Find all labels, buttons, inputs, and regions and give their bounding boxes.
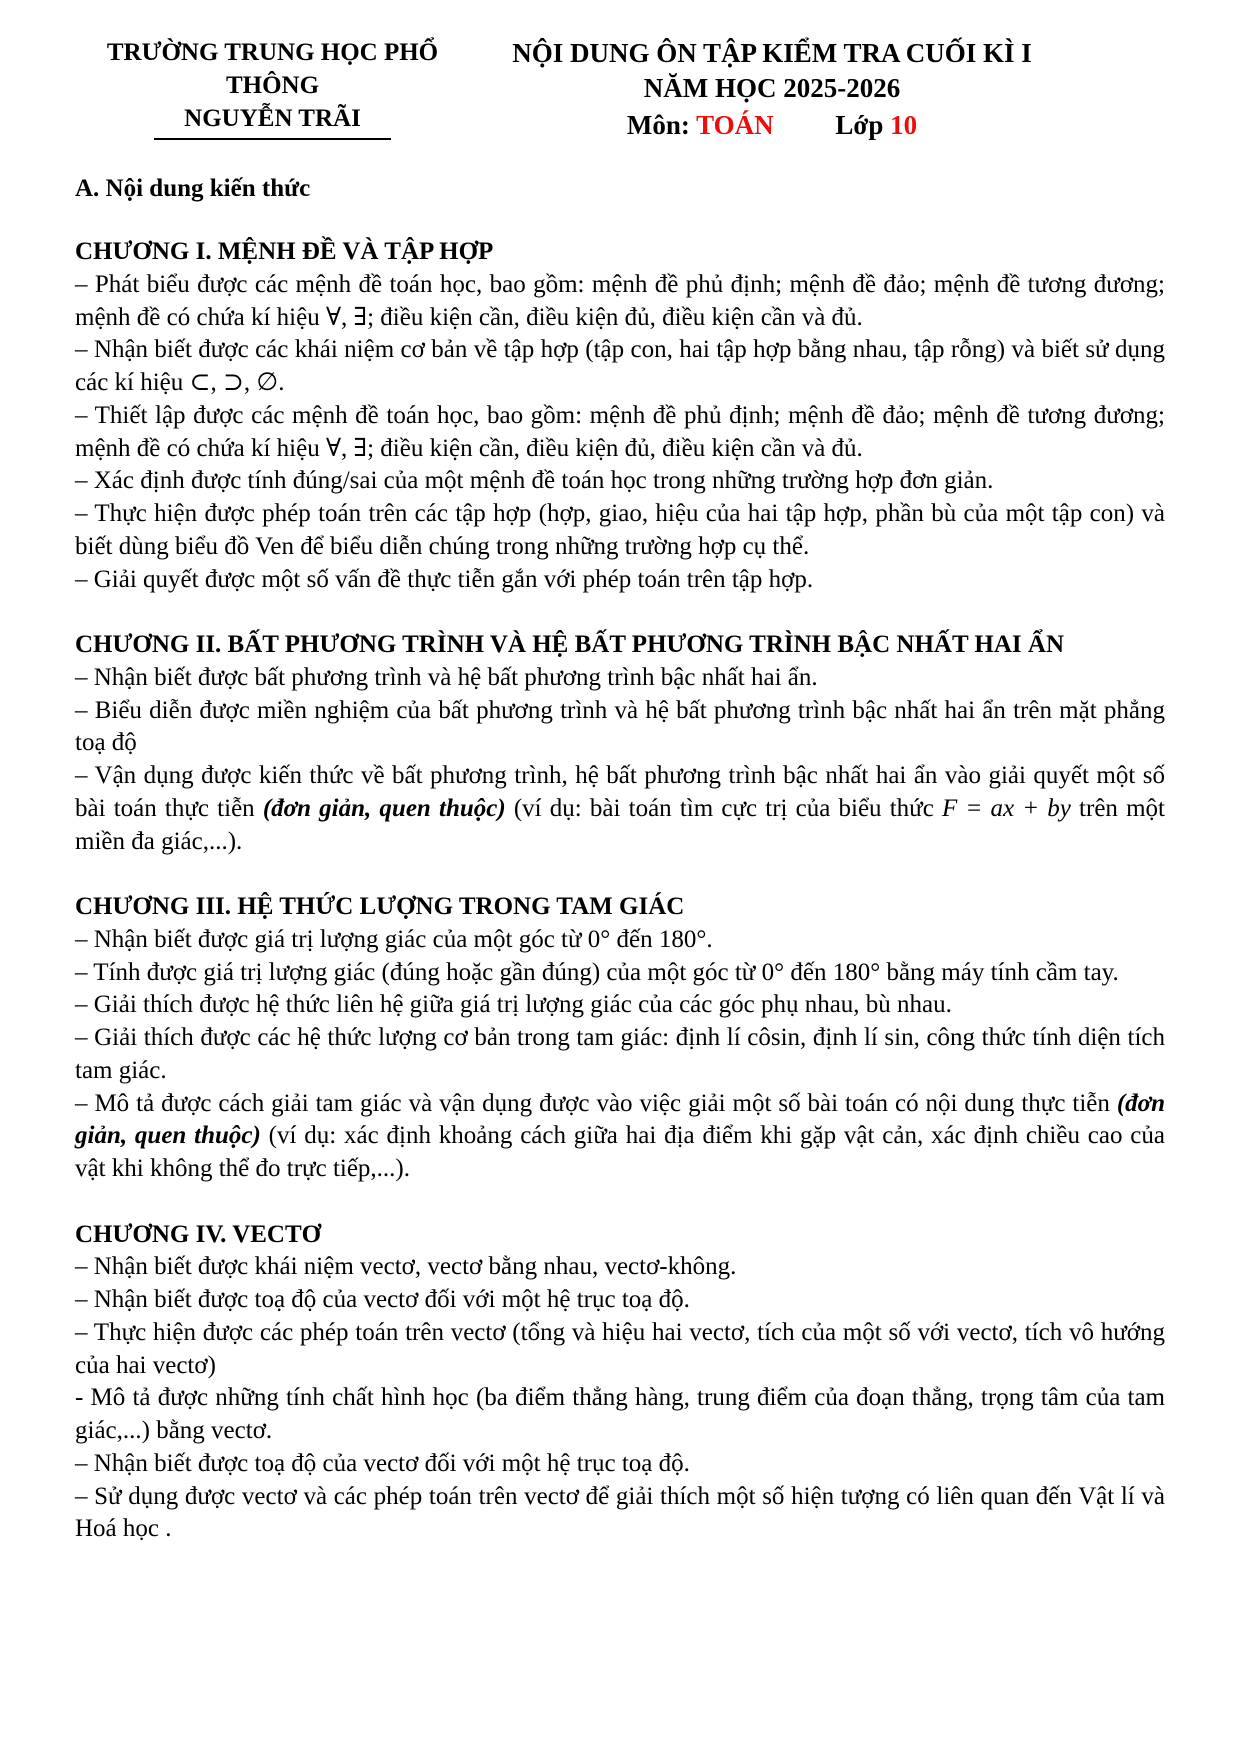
document-header bbox=[75, 36, 1165, 143]
school-name-line2: NGUYỄN TRÃI bbox=[154, 102, 391, 140]
text-segment: – Biểu diễn được miền nghiệm của bất phương trình và hệ bất phương trình bậc nhất hai ẩn trên mặt phẳng toạ độ bbox=[75, 696, 1165, 757]
chapter-section bbox=[75, 629, 1165, 858]
bullet-line bbox=[75, 400, 1165, 466]
bullet-line bbox=[75, 760, 1165, 858]
bullet-line bbox=[75, 564, 1165, 597]
text-segment: – Phát biểu được các mệnh đề toán học, bao gồm: mệnh đề phủ định; mệnh đề đảo; mệnh đề tương đương; mệnh đề có chứa kí hiệu ∀, ∃; điều kiện cần, điều kiện đủ, điều kiện cần và đủ. bbox=[75, 270, 1165, 331]
exam-title-line2: NĂM HỌC 2025-2026 bbox=[643, 73, 901, 104]
class-value: 10 bbox=[890, 110, 918, 141]
school-block bbox=[75, 36, 470, 140]
bullet-line bbox=[75, 1448, 1165, 1481]
bullet-line bbox=[75, 989, 1165, 1022]
text-segment: (ví dụ: xác định khoảng cách giữa hai địa điểm khi gặp vật cản, xác định chiều cao của vật khi không thể đo trực tiếp,...). bbox=[75, 1122, 1165, 1183]
chapter-title: CHƯƠNG I. MỆNH ĐỀ VÀ TẬP HỢP bbox=[75, 238, 494, 266]
text-segment: – Nhận biết được bất phương trình và hệ bất phương trình bậc nhất hai ẩn. bbox=[75, 663, 818, 691]
text-segment: – Mô tả được cách giải tam giác và vận dụng được vào việc giải một số bài toán có nội dung thực tiễn bbox=[75, 1089, 1117, 1117]
subject-label: Môn: bbox=[626, 110, 690, 141]
chapters bbox=[75, 236, 1165, 1546]
bullet-line bbox=[75, 695, 1165, 761]
bullet-line bbox=[75, 1317, 1165, 1383]
text-segment: – Giải thích được hệ thức liên hệ giữa giá trị lượng giác của các góc phụ nhau, bù nhau. bbox=[75, 991, 952, 1019]
bullet-line bbox=[75, 957, 1165, 990]
bullet-line bbox=[75, 269, 1165, 335]
bullet-line bbox=[75, 1088, 1165, 1186]
bullet-line bbox=[75, 498, 1165, 564]
text-segment: – Tính được giá trị lượng giác (đúng hoặc gần đúng) của một góc từ 0° đến 180° bằng máy tính cầm tay. bbox=[75, 958, 1119, 986]
bullet-line bbox=[75, 465, 1165, 498]
exam-title-line1: NỘI DUNG ÔN TẬP KIỂM TRA CUỐI KÌ I bbox=[512, 38, 1032, 68]
text-segment: – Vận dụng được kiến thức về bất phương trình, hệ bất phương trình bậc nhất hai ẩn vào giải quyết một số bài toán thực tiễn bbox=[75, 762, 1165, 822]
text-segment: – Thực hiện được phép toán trên các tập hợp (hợp, giao, hiệu của hai tập hợp, phần bù của một tập con) và biết dùng biểu đồ Ven để biểu diễn chúng trong những trường hợp cụ thể. bbox=[75, 500, 1165, 560]
text-segment: – Thiết lập được các mệnh đề toán học, bao gồm: mệnh đề phủ định; mệnh đề đảo; mệnh đề tương đương; mệnh đề có chứa kí hiệu ∀, ∃; điều kiện cần, điều kiện đủ, điều kiện cần và đủ. bbox=[75, 401, 1165, 462]
text-segment: trên một miền đa giác,...). bbox=[75, 794, 1165, 855]
emphasis-bold-italic: (đơn giản, quen thuộc) bbox=[262, 794, 506, 822]
section-a-title: A. Nội dung kiến thức bbox=[75, 175, 311, 203]
chapter-section bbox=[75, 236, 1165, 596]
class-label: Lớp bbox=[835, 110, 884, 141]
bullet-line bbox=[75, 334, 1165, 400]
school-name-line2-wrap bbox=[154, 102, 391, 140]
subject-class-line bbox=[492, 108, 1052, 143]
text-segment: – Nhận biết được khái niệm vectơ, vectơ bằng nhau, vectơ-không. bbox=[75, 1253, 737, 1281]
school-name-line1: TRƯỜNG TRUNG HỌC PHỔ THÔNG bbox=[106, 39, 439, 99]
bullet-line bbox=[75, 1382, 1165, 1448]
chapter-title: CHƯƠNG III. HỆ THỨC LƯỢNG TRONG TAM GIÁC bbox=[75, 893, 685, 921]
bullet-line bbox=[75, 924, 1165, 957]
math-expression: F = ax + by bbox=[941, 794, 1071, 822]
bullet-line bbox=[75, 662, 1165, 695]
text-segment: – Thực hiện được các phép toán trên vectơ (tổng và hiệu hai vectơ, tích của một số với vectơ, tích vô hướng của hai vectơ) bbox=[75, 1318, 1165, 1379]
text-segment: – Xác định được tính đúng/sai của một mệnh đề toán học trong những trường hợp đơn giản. bbox=[75, 467, 994, 495]
bullet-line bbox=[75, 1022, 1165, 1088]
text-segment: - Mô tả được những tính chất hình học (ba điểm thẳng hàng, trung điểm của đoạn thẳng, trọng tâm của tam giác,...) bằng vectơ. bbox=[75, 1384, 1165, 1445]
text-segment: – Sử dụng được vectơ và các phép toán trên vectơ để giải thích một số hiện tượng có liên quan đến Vật lí và Hoá học . bbox=[75, 1482, 1165, 1543]
exam-title-block bbox=[492, 36, 1052, 143]
text-segment: – Nhận biết được toạ độ của vectơ đối với một hệ trục toạ độ. bbox=[75, 1449, 690, 1477]
chapter-section bbox=[75, 1219, 1165, 1546]
chapter-section bbox=[75, 891, 1165, 1186]
chapter-title: CHƯƠNG II. BẤT PHƯƠNG TRÌNH VÀ HỆ BẤT PHƯƠNG TRÌNH BẬC NHẤT HAI ẨN bbox=[75, 631, 1065, 659]
chapter-title: CHƯƠNG IV. VECTƠ bbox=[75, 1220, 322, 1248]
bullet-line bbox=[75, 1284, 1165, 1317]
text-segment: – Giải quyết được một số vấn đề thực tiễn gắn với phép toán trên tập hợp. bbox=[75, 565, 814, 593]
text-segment: – Giải thích được các hệ thức lượng cơ bản trong tam giác: định lí côsin, định lí sin, công thức tính diện tích tam giác. bbox=[75, 1024, 1165, 1084]
text-segment: (ví dụ: bài toán tìm cực trị của biểu thức bbox=[505, 794, 942, 822]
bullet-line bbox=[75, 1481, 1165, 1547]
text-segment: – Nhận biết được toạ độ của vectơ đối với một hệ trục toạ độ. bbox=[75, 1286, 690, 1314]
text-segment: – Nhận biết được giá trị lượng giác của một góc từ 0° đến 180°. bbox=[75, 925, 713, 953]
text-segment: – Nhận biết được các khái niệm cơ bản về tập hợp (tập con, hai tập hợp bằng nhau, tập rỗng) và biết sử dụng các kí hiệu ⊂, ⊃, ∅. bbox=[75, 336, 1165, 397]
bullet-line bbox=[75, 1251, 1165, 1284]
emphasis-bold-italic: (đơn giản, quen thuộc) bbox=[75, 1089, 1165, 1150]
subject-value: TOÁN bbox=[696, 110, 774, 141]
